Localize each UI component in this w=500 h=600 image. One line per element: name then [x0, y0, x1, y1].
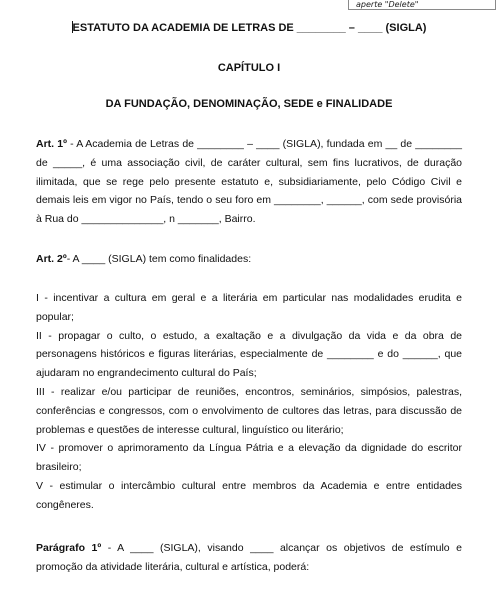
paragraph-1-text: - A ____ (SIGLA), visando ____ alcançar os objetivos de estímulo e promoção da atividade literária, cultural e artística, poderá:	[36, 542, 462, 573]
delete-hint-tooltip: aperte "Delete"	[348, 0, 496, 10]
document-title-line	[36, 21, 462, 35]
paragraph-1-label: Parágrafo 1º	[36, 542, 102, 554]
document-title: ESTATUTO DA ACADEMIA DE LETRAS DE ________ – ____ (SIGLA)	[72, 22, 427, 34]
list-item: I - incentivar a cultura em geral e a literária em particular nas modalidades erudita e popular;	[36, 292, 462, 323]
paragraph-1	[36, 539, 462, 577]
article-2-label: Art. 2º	[36, 253, 67, 265]
article-1	[36, 135, 462, 229]
article-2-items	[36, 289, 462, 515]
chapter-title: CAPÍTULO I	[217, 62, 281, 74]
article-2-text: - A ____ (SIGLA) tem como finalidades:	[66, 253, 252, 265]
list-item: IV - promover o aprimoramento da Língua Pátria e a elevação da dignidade do escritor brasileiro;	[36, 442, 462, 474]
list-item: III - realizar e/ou participar de reuniões, encontros, seminários, simpósios, palestras, conferências e congressos, com o envolvimento de cultores das letras, para discussão de problemas e questões de interesse cultural, linguístico ou literário;	[36, 385, 462, 436]
article-2	[36, 250, 462, 269]
article-1-text: - A Academia de Letras de ________ – ____ (SIGLA), fundada em __ de ________ de _____, é uma associação civil, de caráter cultural, sem fins lucrativos, de duração ilimitada, que se rege pelo presente estatuto e, subsidiariamente, pelo Código Civil e demais leis em vigor no País, tendo o seu foro em ________, ______, com sede provisória à Rua do ______________, n _______, Bairro.	[36, 138, 462, 226]
article-1-label: Art. 1º	[36, 138, 67, 150]
list-item: II - propagar o culto, o estudo, a exaltação e a divulgação da vida e da obra de personagens históricos e figuras literárias, especialmente de ________ e do ______, que ajudaram no engrandecimento cultural do País;	[36, 329, 462, 380]
list-item: V - estimular o intercâmbio cultural entre membros da Academia e entre entidades congêneres.	[36, 479, 462, 511]
chapter-subtitle: DA FUNDAÇÃO, DENOMINAÇÃO, SEDE e FINALIDADE	[105, 98, 393, 110]
